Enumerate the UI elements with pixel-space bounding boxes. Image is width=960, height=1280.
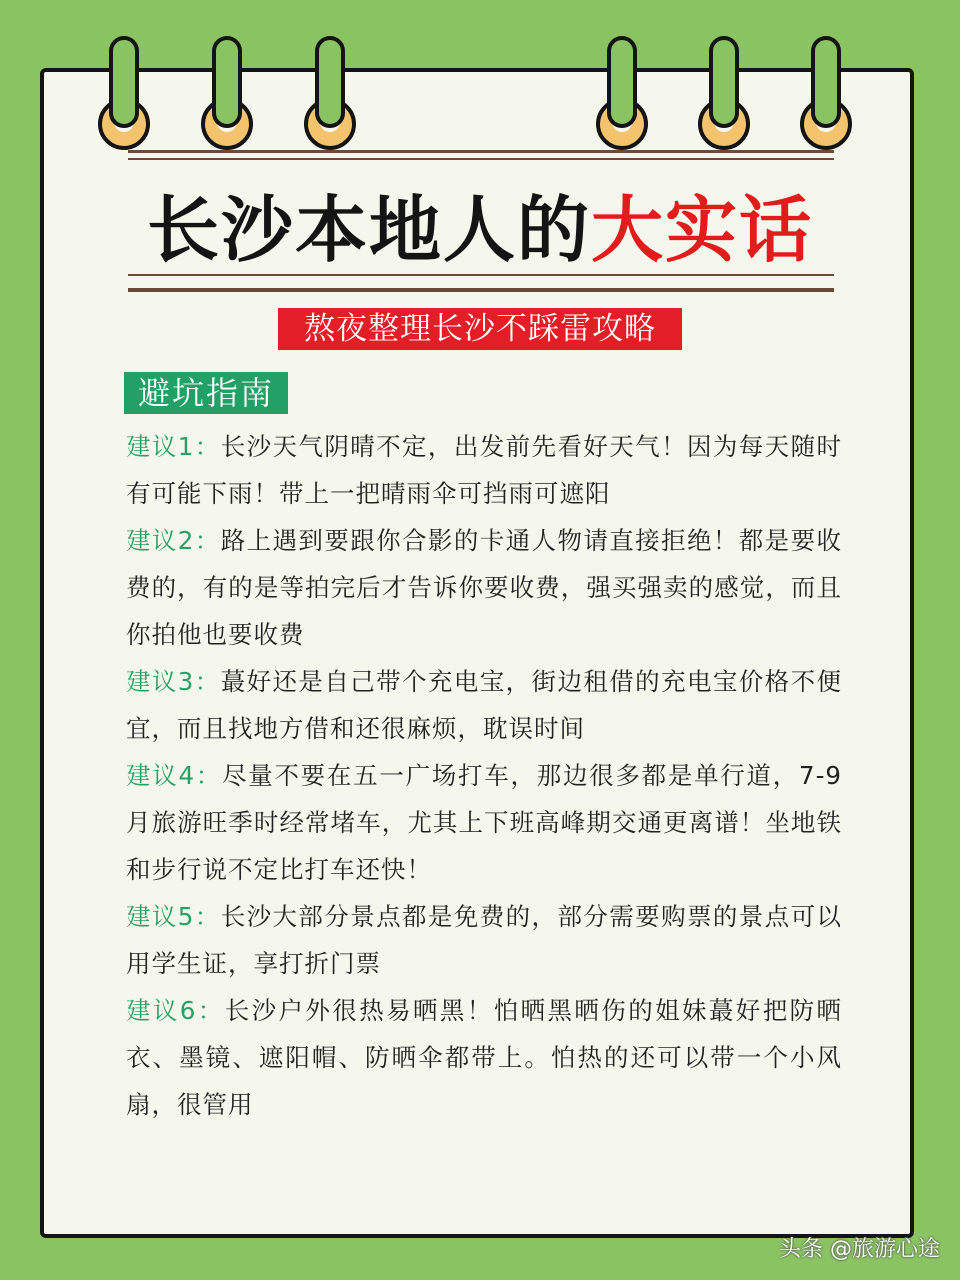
tip-item	[126, 517, 842, 658]
tip-text: 长沙户外很热易晒黑！怕晒黑晒伤的姐妹蕞好把防晒衣、墨镜、遮阳帽、防晒伞都带上。怕热的还可以带一个小风扇，很管用	[126, 996, 843, 1119]
tip-item	[126, 893, 842, 987]
tip-label: 建议2：	[126, 526, 221, 555]
ring-bar-icon	[315, 36, 345, 128]
ring-bar-icon	[811, 36, 841, 128]
ring-bar-icon	[607, 36, 637, 128]
tips-list	[126, 423, 842, 1128]
tip-text: 尽量不要在五一广场打车，那边很多都是单行道，7-9月旅游旺季时经常堵车，尤其上下班高峰期交通更离谱！坐地铁和步行说不定比打车还快！	[126, 761, 842, 884]
page-title	[0, 172, 960, 276]
tip-item	[126, 752, 842, 893]
tip-label: 建议4：	[126, 761, 222, 790]
ring-bar-icon	[709, 36, 739, 128]
tip-label: 建议3：	[126, 667, 221, 696]
top-rule-thin	[128, 158, 834, 160]
tip-label: 建议5：	[126, 902, 221, 931]
top-rule-thick	[128, 150, 834, 153]
tip-label: 建议1：	[126, 432, 221, 461]
subtitle-banner: 熬夜整理长沙不踩雷攻略	[278, 308, 682, 350]
title-highlight: 大实话	[591, 188, 814, 272]
tip-text: 蕞好还是自己带个充电宝，街边租借的充电宝价格不便宜，而且找地方借和还很麻烦，耽误时间	[126, 667, 842, 743]
tip-item	[126, 658, 842, 752]
tip-text: 长沙天气阴晴不定，出发前先看好天气！因为每天随时有可能下雨！带上一把晴雨伞可挡雨可遮阳	[126, 432, 842, 508]
tip-text: 路上遇到要跟你合影的卡通人物请直接拒绝！都是要收费的，有的是等拍完后才告诉你要收费，强买强卖的感觉，而且你拍他也要收费	[126, 526, 842, 649]
section-tag: 避坑指南	[124, 372, 288, 414]
ring-bar-icon	[212, 36, 242, 128]
tip-item	[126, 423, 842, 517]
tip-item	[126, 987, 842, 1128]
tip-text: 长沙大部分景点都是免费的，部分需要购票的景点可以用学生证，享打折门票	[126, 902, 842, 978]
bottom-rule-thick	[128, 288, 834, 292]
tip-label: 建议6：	[126, 996, 225, 1025]
title-main: 长沙本地人的	[146, 188, 591, 272]
watermark: 头条 @旅游心途	[779, 1237, 940, 1262]
ring-bar-icon	[109, 36, 139, 128]
